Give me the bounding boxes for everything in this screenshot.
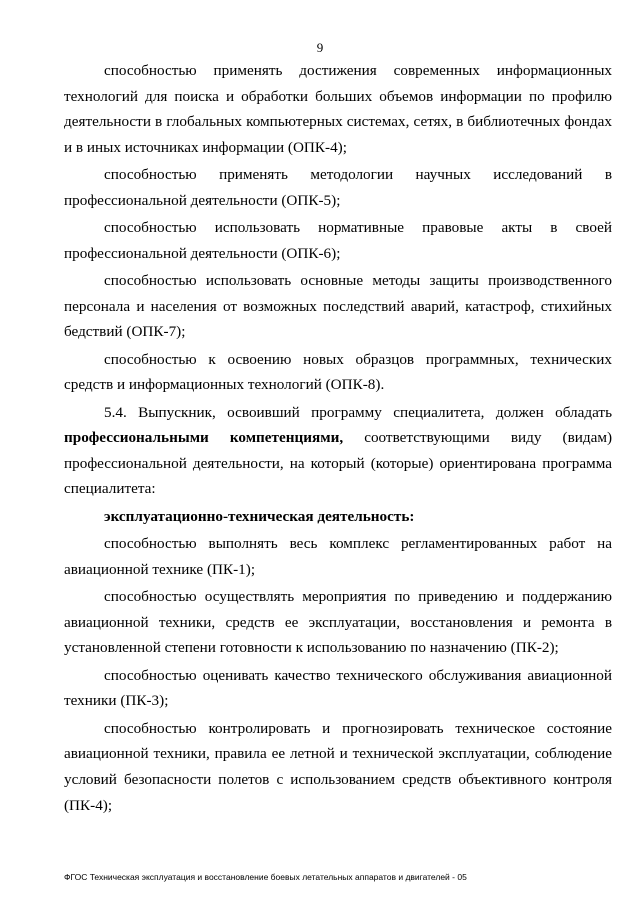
paragraph-pk-4: способностью контролировать и прогнозировать техническое состояние авиационной техники, правила ее летной и технической эксплуатации, соблюдение условий безопасности полетов с использованием средств объективного контроля (ПК-4); [64,719,612,814]
page-footer: ФГОС Техническая эксплуатация и восстановление боевых летательных аппаратов и двигателей - 05 [64,872,467,882]
paragraph-pk-1: способностью выполнять весь комплекс регламентированных работ на авиационной технике (ПК-1); [64,535,612,578]
paragraph-opk-6: способностью использовать нормативные правовые акты в своей профессиональной деятельности (ОПК-6); [64,219,612,262]
paragraph-opk-7: способностью использовать основные методы защиты производственного персонала и населения от возможных последствий аварий, катастроф, стихийных бедствий (ОПК-7); [64,272,612,341]
paragraph-opk-5: способностью применять методологии научных исследований в профессиональной деятельности (ОПК-5); [64,166,612,209]
paragraph-opk-8: способностью к освоению новых образцов программных, технических средств и информационных технологий (ОПК-8). [64,350,612,394]
document-body [64,58,612,820]
section-heading: эксплуатационно-техническая деятельность: [104,507,415,525]
page-number: 9 [316,40,324,55]
paragraph-opk-4: способностью применять достижения современных информационных технологий для поиска и обработки больших объемов информации по профилю деятельности в глобальных компьютерных системах, сетях, в библиотечных фондах и в иных источниках информации (ОПК-4); [64,62,612,156]
paragraph-pk-2: способностью осуществлять мероприятия по приведению и поддержанию авиационной техники, средств ее эксплуатации, восстановления и ремонта в установленной степени готовности к использованию по назначению (ПК-2); [64,588,612,657]
paragraph-5-4-rest: соответствующими виду (видам) профессиональной деятельности, на который (которые) ориентирована программа специалитета: [64,429,613,498]
paragraph-5-4 [64,400,612,502]
paragraph-5-4-lead: 5.4. Выпускник, освоивший программу специалитета, должен обладать [104,403,612,421]
paragraph-pk-3: способностью оценивать качество технического обслуживания авиационной техники (ПК-3); [64,666,612,710]
professional-competencies-term: профессиональными компетенциями, [64,429,344,447]
